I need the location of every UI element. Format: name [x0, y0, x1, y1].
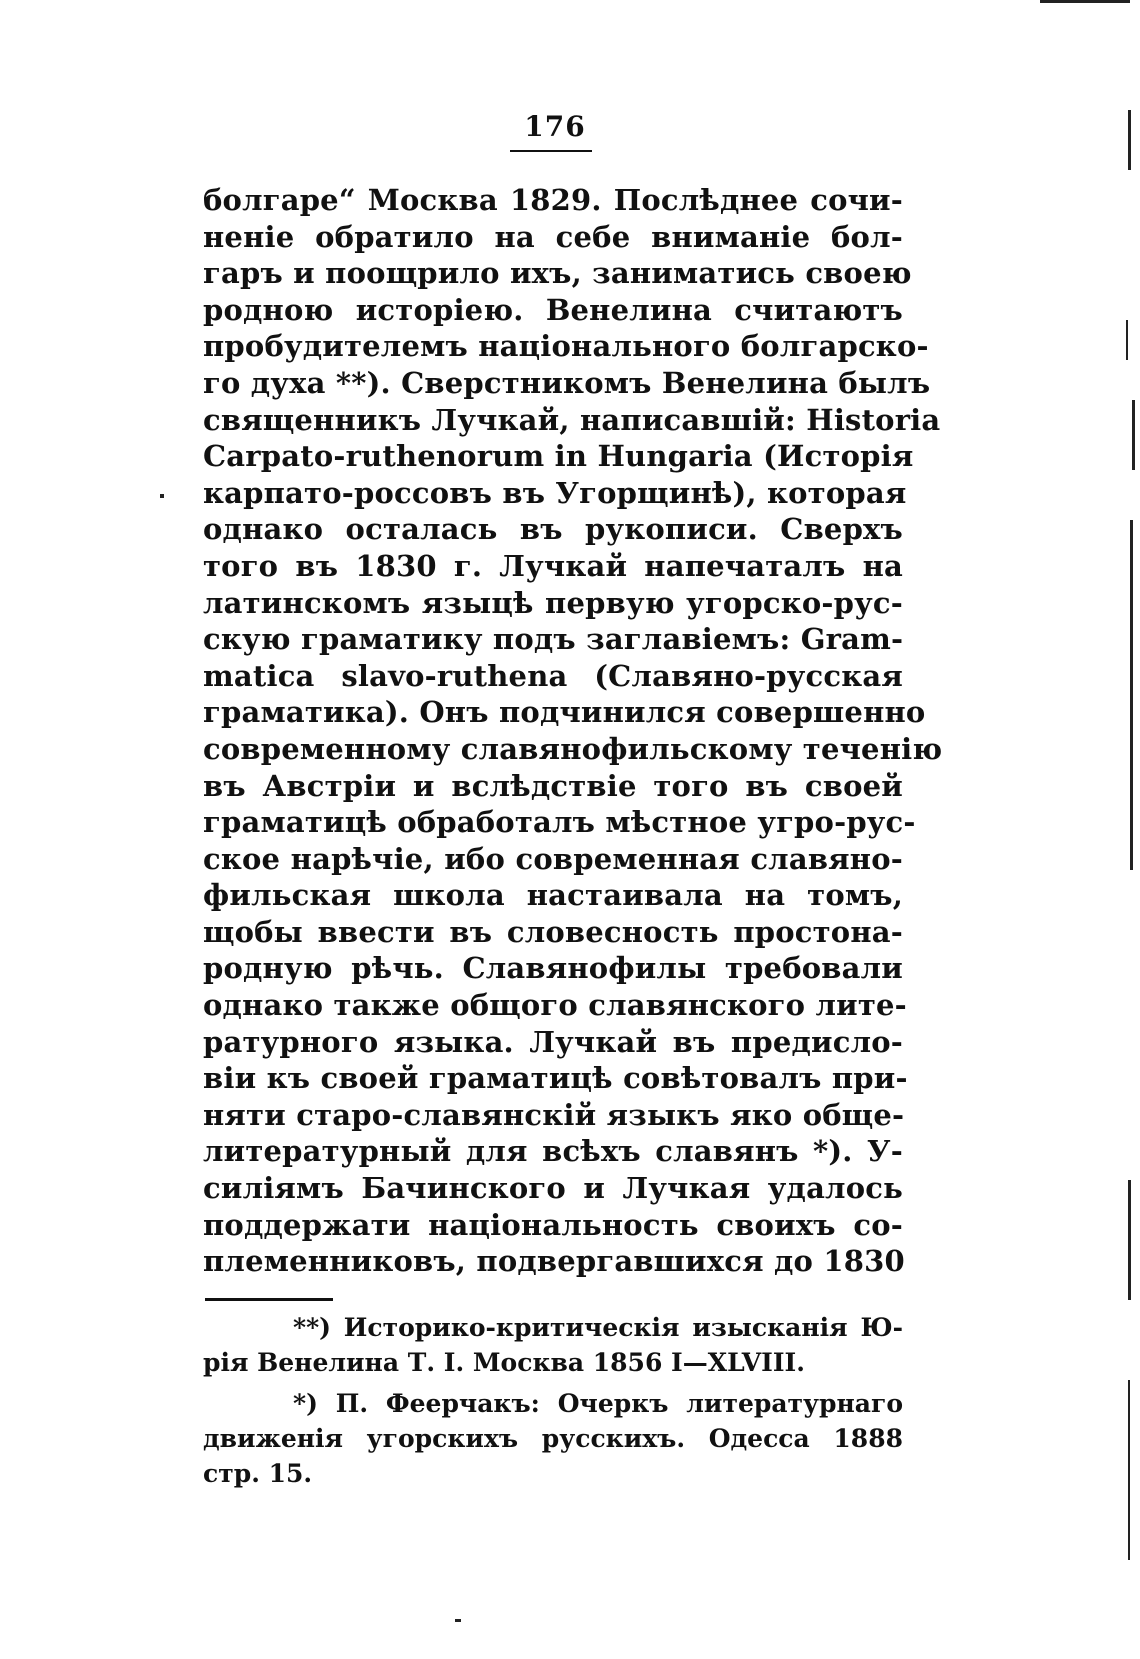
text-line: щобы ввести въ словесность простона- [203, 914, 903, 949]
text-line: няти старо-славянскій языкъ яко обще- [203, 1097, 905, 1132]
text-line: граматика). Онъ подчинился совершенно [203, 695, 926, 730]
text-line: родную рѣчь. Славянофилы требовали [203, 951, 903, 986]
text-line: родною исторіею. Венелина считаютъ [203, 292, 903, 327]
text-line: однако также общого славянского лите- [203, 988, 907, 1023]
text-line: литературный для всѣхъ славянъ *). У- [203, 1134, 903, 1169]
footnotes [203, 1310, 903, 1491]
scan-edge-mark [1128, 1380, 1130, 1560]
text-line: неніе обратило на себе вниманіе бол- [203, 219, 903, 254]
text-line: того въ 1830 г. Лучкай напечаталъ на [203, 548, 903, 583]
scan-speck [455, 1619, 461, 1622]
text-line: Carpato-ruthenorum in Hungaria (Исторія [203, 439, 914, 474]
text-line: фильская школа настаивала на томъ, [203, 878, 903, 913]
text-line: віи къ своей граматицѣ совѣтовалъ при- [203, 1061, 908, 1096]
text-line: скую граматику подъ заглавіемъ: Gram- [203, 622, 904, 657]
text-line: современному славянофильскому теченію [203, 731, 943, 766]
text-line: го духа **). Сверстникомъ Венелина былъ [203, 365, 931, 400]
footnote-separator [205, 1298, 333, 1301]
text-line: граматицѣ обработалъ мѣстное угро-рус- [203, 805, 916, 840]
text-line: священникъ Лучкай, написавшій: Historia [203, 402, 941, 437]
scan-speck [160, 494, 164, 498]
footnote-line: стр. 15. [203, 1459, 313, 1488]
text-line: гаръ и поощрило ихъ, заниматись своею [203, 256, 912, 291]
text-line: однако осталась въ рукописи. Сверхъ [203, 512, 903, 547]
scan-edge-mark [1126, 320, 1128, 360]
text-line: племенниковъ, подвергавшихся до 1830 [203, 1244, 905, 1279]
footnote-line: движенія угорскихъ русскихъ. Одесса 1888 [203, 1424, 903, 1453]
footnote-line: **) Историко-критическія изысканія Ю- [293, 1313, 903, 1342]
text-line: ское нарѣчіе, ибо современная славяно- [203, 841, 903, 876]
text-line: болгаре“ Москва 1829. Послѣднее сочи- [203, 183, 903, 217]
text-line: поддержати національность своихъ со- [203, 1207, 903, 1242]
footnote [203, 1386, 903, 1491]
text-line: карпато-россовъ въ Угорщинѣ), которая [203, 475, 907, 510]
text-line: латинскомъ языцѣ первую угорско-рус- [203, 585, 903, 620]
text-line: въ Австріи и вслѣдствіе того въ своей [203, 768, 903, 803]
page-number: 176 [524, 110, 586, 143]
text-line: ратурного языка. Лучкай въ предисло- [203, 1024, 903, 1059]
footnote-line: *) П. Феерчакъ: Очеркъ литературнаго [293, 1389, 903, 1418]
text-line: matica slavo-ruthena (Славяно-русская [203, 658, 903, 693]
scan-edge-mark [1132, 400, 1135, 470]
text-line: пробудителемъ національного болгарско- [203, 329, 929, 364]
footnote-line: рія Венелина Т. І. Москва 1856 І—XLVIII. [203, 1348, 805, 1377]
scan-edge-mark [1130, 520, 1133, 870]
scan-edge-mark [1128, 110, 1131, 170]
text-line: силіямъ Бачинского и Лучкая удалось [203, 1171, 903, 1206]
scan-edge-mark [1040, 0, 1130, 3]
scan-edge-mark [1128, 1180, 1131, 1300]
footnote [203, 1310, 903, 1380]
body-text [203, 182, 943, 1280]
page-number-underline [510, 150, 592, 152]
